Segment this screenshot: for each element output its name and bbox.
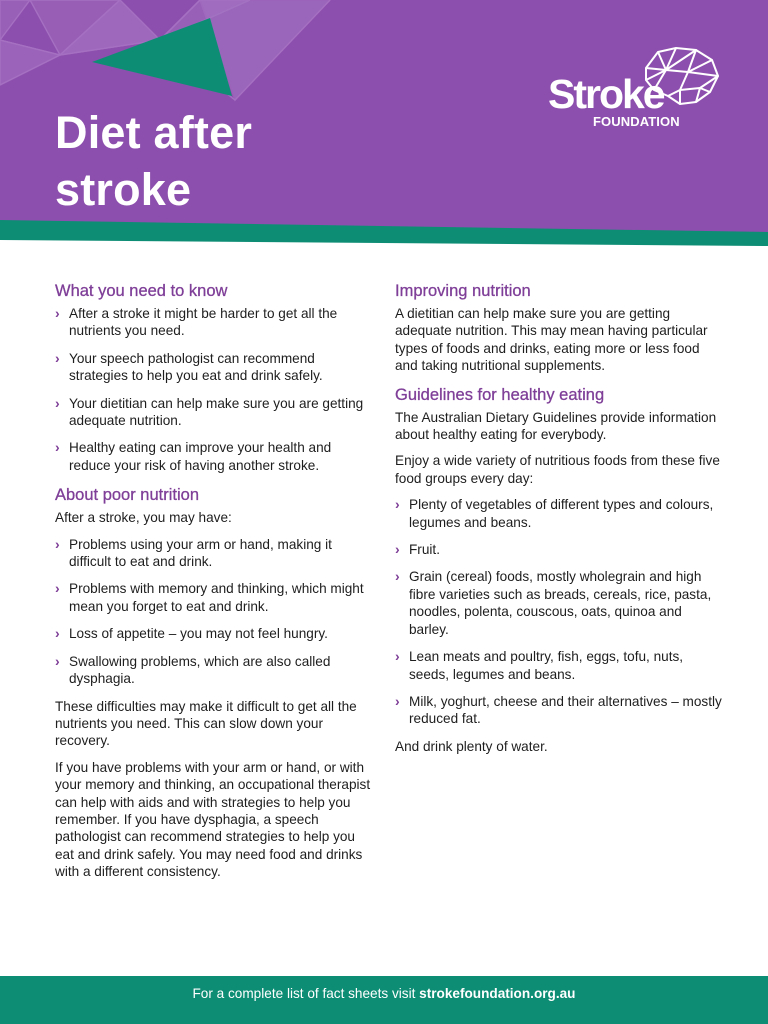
chevron-right-icon: › [55, 625, 60, 642]
chevron-right-icon: › [55, 349, 60, 366]
poor-nutrition-paragraph-1: These difficulties may make it difficult to get all the nutrients you need. This can slow down your recovery. [55, 698, 357, 749]
list-item: › Loss of appetite – you may not feel hungry. [55, 625, 328, 642]
guidelines-paragraph-2: Enjoy a wide variety of nutritious foods from these five food groups every day: [395, 453, 720, 486]
header-banner [0, 0, 768, 246]
improving-nutrition-paragraph: A dietitian can help make sure you are getting adequate nutrition. This may mean having particular types of foods and drinks, eating more or less food and taking nutritional supplements. [395, 306, 708, 374]
title-line-1: Diet after [55, 107, 253, 158]
list-item: › Problems with memory and thinking, which might mean you forget to eat and drink. [55, 580, 364, 614]
title-line-2: stroke [55, 164, 192, 215]
chevron-right-icon: › [55, 394, 60, 411]
chevron-right-icon: › [55, 439, 60, 456]
guidelines-closing: And drink plenty of water. [395, 738, 548, 754]
heading-what-you-need-to-know: What you need to know [55, 282, 228, 300]
chevron-right-icon: › [395, 541, 400, 558]
heading-about-poor-nutrition: About poor nutrition [55, 486, 200, 505]
know-list [55, 305, 373, 474]
chevron-right-icon: › [55, 535, 60, 552]
list-item: › Problems using your arm or hand, making it difficult to eat and drink. [55, 535, 332, 570]
list-item: › Plenty of vegetables of different types and colours, legumes and beans. [395, 496, 714, 530]
chevron-right-icon: › [55, 652, 60, 669]
food-groups-list [395, 496, 725, 727]
list-item: › Your dietitian can help make sure you are getting adequate nutrition. [55, 394, 364, 429]
footer-bar [0, 976, 768, 1024]
logo-wordmark: Stroke [548, 71, 664, 117]
list-item: › After a stroke it might be harder to get all the nutrients you need. [55, 305, 338, 339]
list-item: › Your speech pathologist can recommend strategies to help you eat and drink safely. [55, 349, 323, 384]
brain-facet-icon [640, 44, 720, 110]
chevron-right-icon: › [395, 648, 400, 665]
guidelines-paragraph-1: The Australian Dietary Guidelines provide information about healthy eating for everybody. [395, 409, 717, 443]
stroke-foundation-logo [548, 44, 720, 134]
left-column [55, 280, 373, 890]
footer-text: For a complete list of fact sheets visit [192, 986, 420, 1001]
page-title [55, 104, 455, 218]
right-column [395, 280, 725, 764]
list-item: › Fruit. [395, 541, 440, 558]
poor-nutrition-list [55, 536, 373, 688]
list-item: › Healthy eating can improve your health and reduce your risk of having another stroke. [55, 439, 332, 473]
chevron-right-icon: › [55, 580, 60, 597]
chevron-right-icon: › [55, 305, 60, 321]
heading-improving-nutrition: Improving nutrition [395, 282, 531, 300]
list-item: › Grain (cereal) foods, mostly wholegrain and high fibre varieties such as breads, cereals, rice, pasta, noodles, polenta, couscous, oats, quinoa and barley. [395, 568, 712, 637]
heading-guidelines-healthy-eating: Guidelines for healthy eating [395, 385, 605, 404]
footer-link[interactable]: strokefoundation.org.au [419, 986, 576, 1001]
chevron-right-icon: › [395, 692, 400, 709]
chevron-right-icon: › [395, 568, 400, 585]
poor-nutrition-intro: After a stroke, you may have: [55, 510, 232, 526]
logo-subtitle: FOUNDATION [593, 114, 680, 129]
poor-nutrition-paragraph-2: If you have problems with your arm or hand, or with your memory and thinking, an occupational therapist can help with aids and with strategies to help you remember. If you have dysphagia, a speech pathologist can recommend strategies to help you eat and drink safely. You may need food and drinks with a different consistency. [55, 759, 371, 880]
list-item: › Swallowing problems, which are also called dysphagia. [55, 652, 331, 687]
list-item: › Milk, yoghurt, cheese and their alternatives – mostly reduced fat. [395, 692, 722, 727]
chevron-right-icon: › [395, 496, 400, 513]
list-item: › Lean meats and poultry, fish, eggs, tofu, nuts, seeds, legumes and beans. [395, 648, 684, 682]
